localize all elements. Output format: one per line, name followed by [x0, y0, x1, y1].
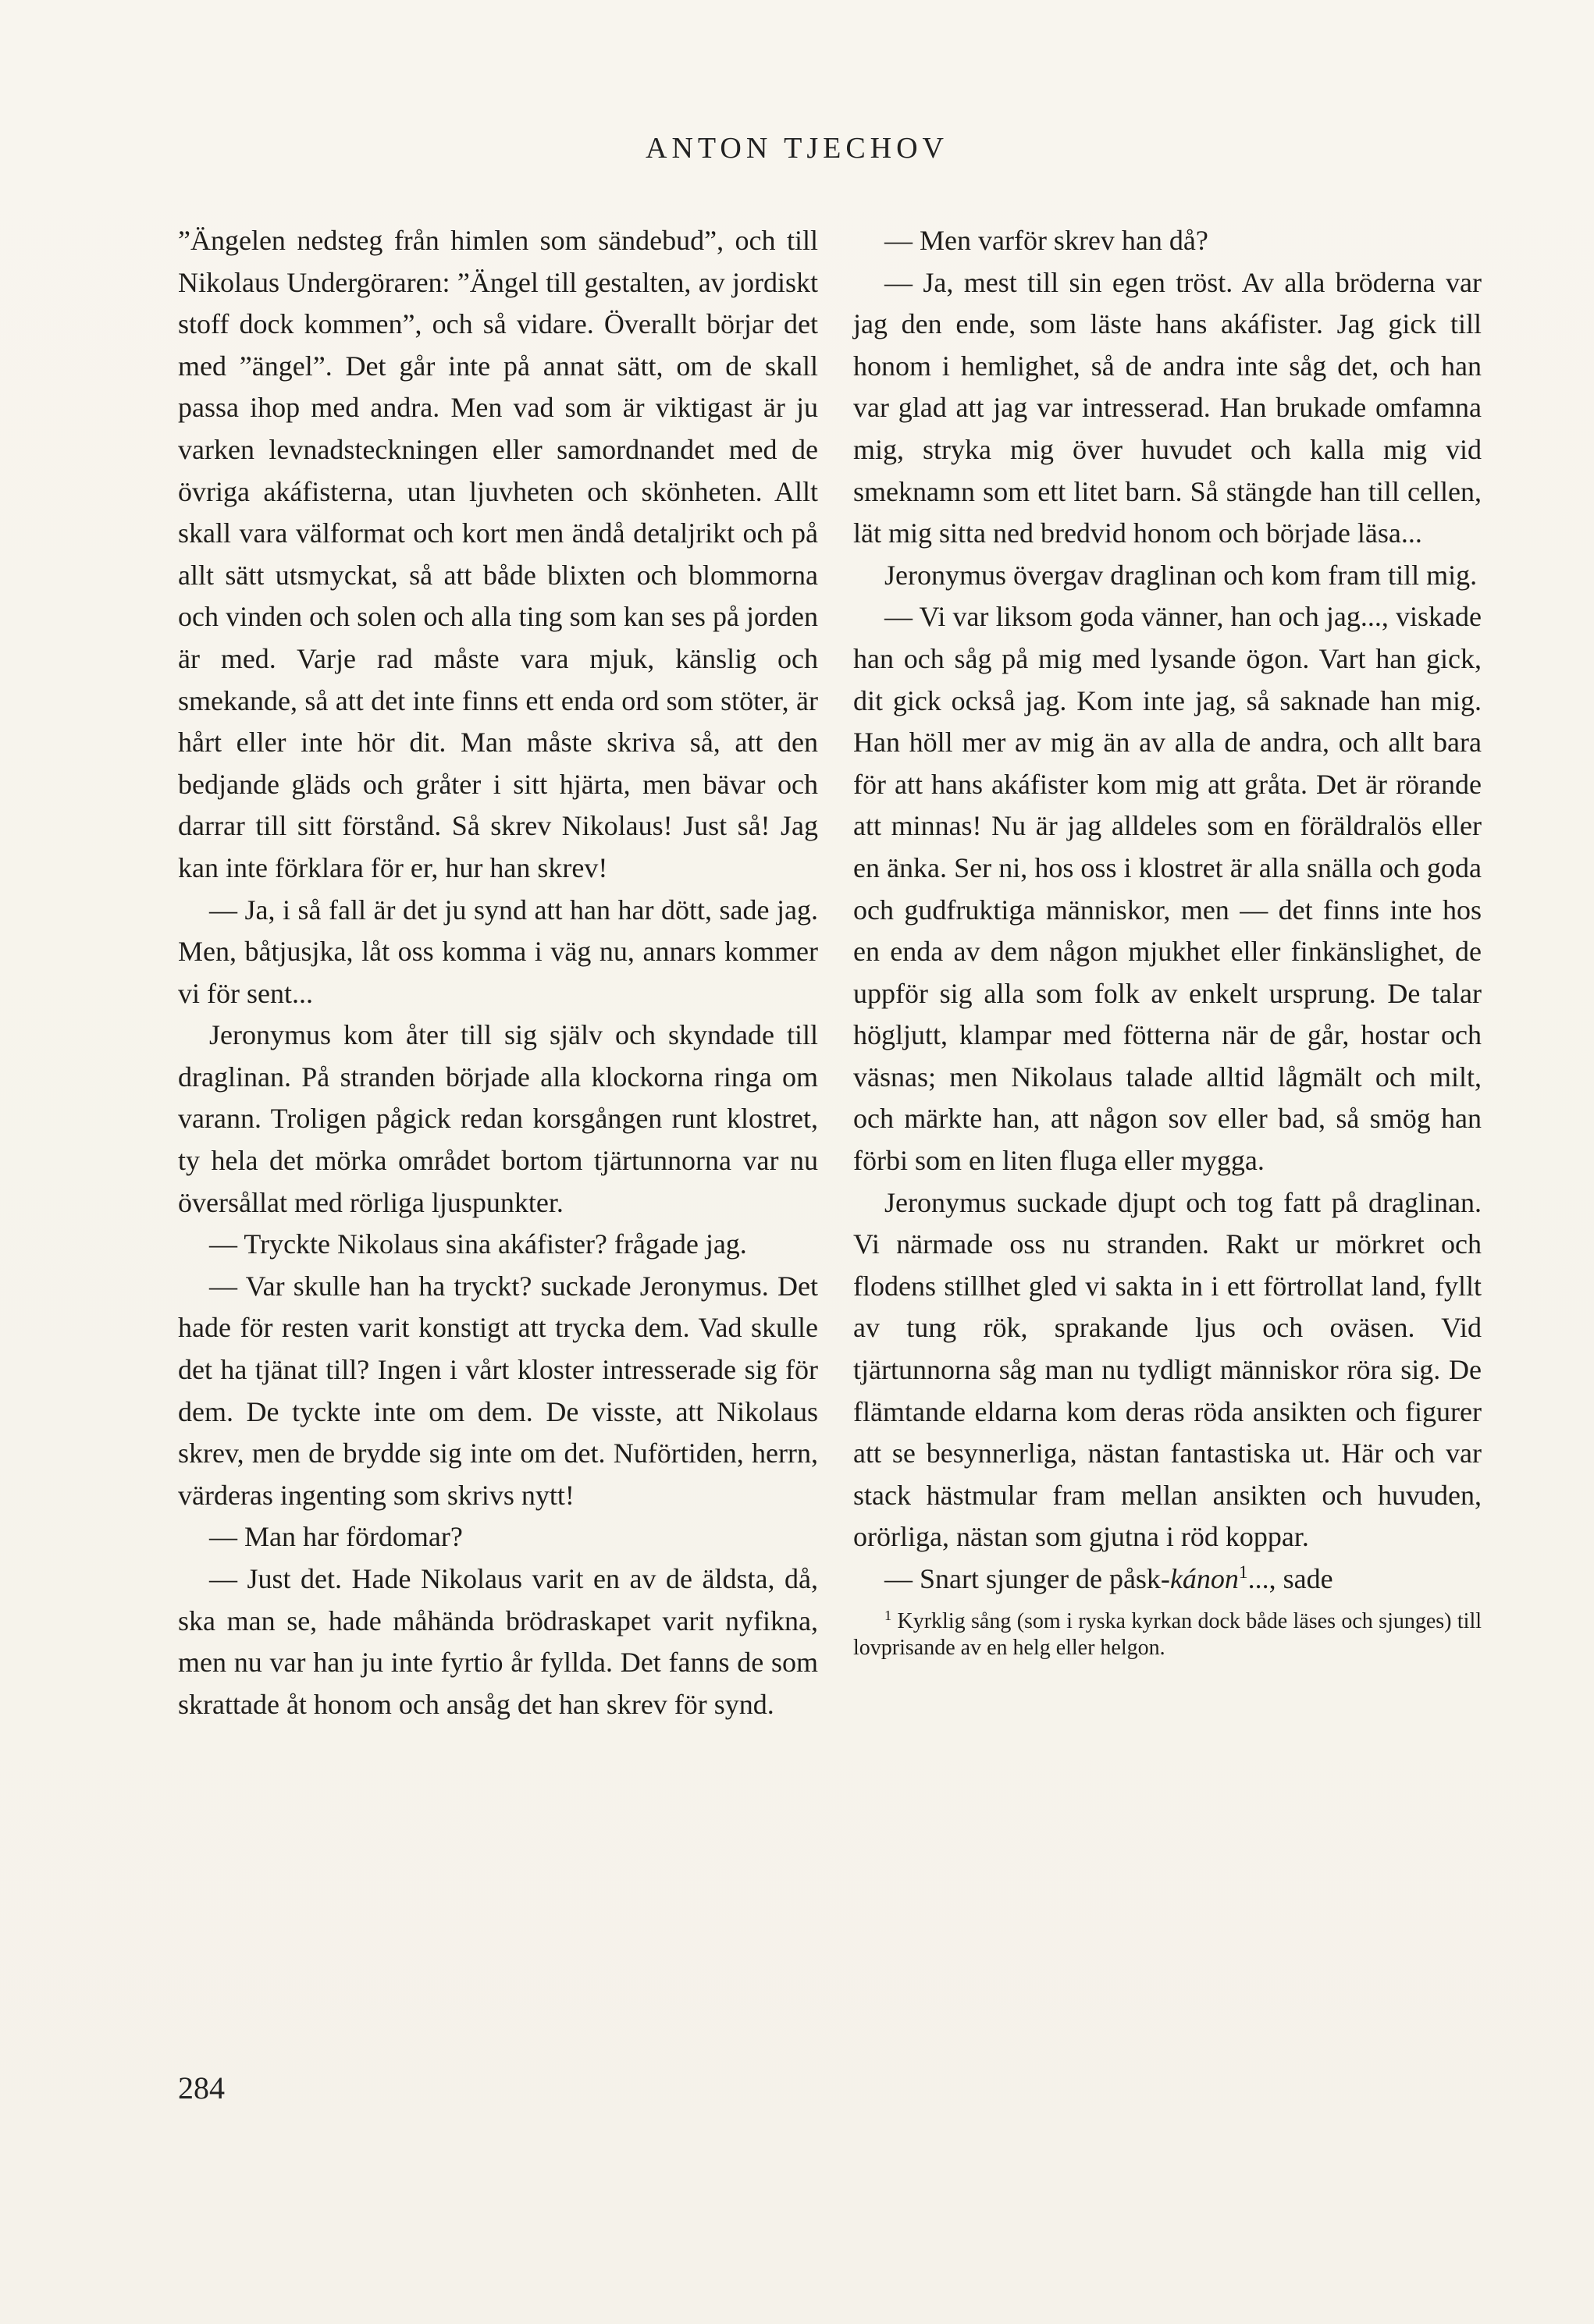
- text-run: ..., sade: [1247, 1563, 1333, 1594]
- paragraph: — Man har fördomar?: [209, 1521, 463, 1553]
- footnote-reference: 1: [1238, 1562, 1248, 1583]
- italic-term: kánon: [1169, 1563, 1239, 1594]
- paragraph-last: [853, 1558, 1482, 1601]
- footnote: [853, 1608, 1482, 1661]
- paragraph: — Ja, mest till sin egen tröst. Av alla bröderna var jag den ende, som läste hans akáfister. Jag gick till honom i hemlighet, så de andra inte såg det, och han var glad att jag var intresserad. Han brukade omfamna mig, stryka mig över huvudet och kalla mig vid smeknamn som ett litet barn. Så stängde han till cellen, lät mig sitta ned bredvid honom och började läsa...: [853, 266, 1482, 549]
- left-column: [178, 220, 818, 1725]
- paragraph: — Men varför skrev han då?: [884, 225, 1208, 256]
- paragraph: Jeronymus suckade djupt och tog fatt på draglinan. Vi närmade oss nu stranden. Rakt ur mörkret och flodens stillhet gled vi sakta in i ett förtrollat land, fyllt av tung rök, sprakande ljus och oväsen. Vid tjärtunnorna såg man nu tydligt människor röra sig. De flämtande eldarna kom deras röda ansikten och figurer att se besynnerliga, nästan fantastiska ut. Här och var stack hästmular fram mellan ansikten och huvuden, orörliga, nästan som gjutna i röd koppar.: [853, 1186, 1482, 1553]
- footnote-separator: [853, 1601, 1482, 1604]
- paragraph: Jeronymus kom åter till sig själv och skyndade till draglinan. På stranden började alla klockorna ringa om varann. Troligen pågick redan korsgången runt klostret, ty hela det mörka området bortom tjärtunnorna var nu översållat med rörliga ljuspunkter.: [178, 1019, 818, 1218]
- running-head: ANTON TJECHOV: [646, 132, 948, 165]
- paragraph: Jeronymus övergav draglinan och kom fram till mig.: [884, 559, 1478, 591]
- paragraph: — Tryckte Nikolaus sina akáfister? frågade jag.: [209, 1228, 747, 1260]
- footnote-text: Kyrklig sång (som i ryska kyrkan dock både läses och sjunges) till lovprisande av en helg eller helgon.: [853, 1608, 1482, 1660]
- paragraph: — Vi var liksom goda vänner, han och jag..., viskade han och såg på mig med lysande ögon. Vart han gick, dit gick också jag. Kom inte jag, så saknade han mig. Han höll mer av mig än av alla de andra, och allt bara för att hans akáfister kom mig att gråta. Det är rörande att minnas! Nu är jag alldeles som en föräldralös eller en änka. Ser ni, hos oss i klostret är alla snälla och goda och gudfruktiga människor, men — det finns inte hos en enda av dem någon mjukhet eller finkänslighet, de uppför sig alla som folk av enkelt ursprung. De talar högljutt, klampar med fötterna när de går, hostar och väsnas; men Nikolaus talade alltid lågmält och milt, och märkte han, att någon sov eller bad, så smög han förbi som en liten fluga eller mygga.: [853, 601, 1482, 1177]
- paragraph: — Ja, i så fall är det ju synd att han har dött, sade jag. Men, båtjusjka, låt oss komma i väg nu, annars kommer vi för sent...: [178, 894, 818, 1009]
- paragraph: — Var skulle han ha tryckt? suckade Jeronymus. Det hade för resten varit konstigt att trycka dem. Vad skulle det ha tjänat till? Ingen i vårt kloster intresserade sig för dem. De tyckte inte om dem. De visste, att Nikolaus skrev, men de brydde sig inte om det. Nuförtiden, herrn, värderas ingenting som skrivs nytt!: [178, 1270, 818, 1511]
- text-run: — Snart sjunger de påsk-: [884, 1563, 1170, 1594]
- paragraph: ”Ängelen nedsteg från himlen som sändebud”, och till Nikolaus Undergöraren: ”Ängel till gestalten, av jordiskt stoff dock kommen”, och så vidare. Överallt börjar det med ”ängel”. Det går inte på annat sätt, om de skall passa ihop med andra. Men vad som är viktigast är ju varken levnadsteckningen eller samordnandet med de övriga akáfisterna, utan ljuvheten och skönheten. Allt skall vara välformat och kort men ändå detaljrikt och på allt sätt utsmyckat, så att både blixten och blommorna och vinden och solen och alla ting som kan ses på jorden är med. Varje rad måste vara mjuk, känslig och smekande, så att det inte finns ett enda ord som stöter, är hårt eller inte hör dit. Man måste skriva så, att den bedjande gläds och gråter i sitt hjärta, men bävar och darrar till sitt förstånd. Så skrev Nikolaus! Just så! Jag kan inte förklara för er, hur han skrev!: [178, 225, 818, 883]
- footnote-mark: 1: [884, 1607, 892, 1623]
- right-column: [853, 220, 1482, 1661]
- paragraph: — Just det. Hade Nikolaus varit en av de äldsta, då, ska man se, hade måhända brödraskapet varit nyfikna, men nu var han ju inte fyrtio år fyllda. Det fanns de som skrattade åt honom och ansåg det han skrev för synd.: [178, 1563, 818, 1720]
- page-number: 284: [178, 2070, 225, 2105]
